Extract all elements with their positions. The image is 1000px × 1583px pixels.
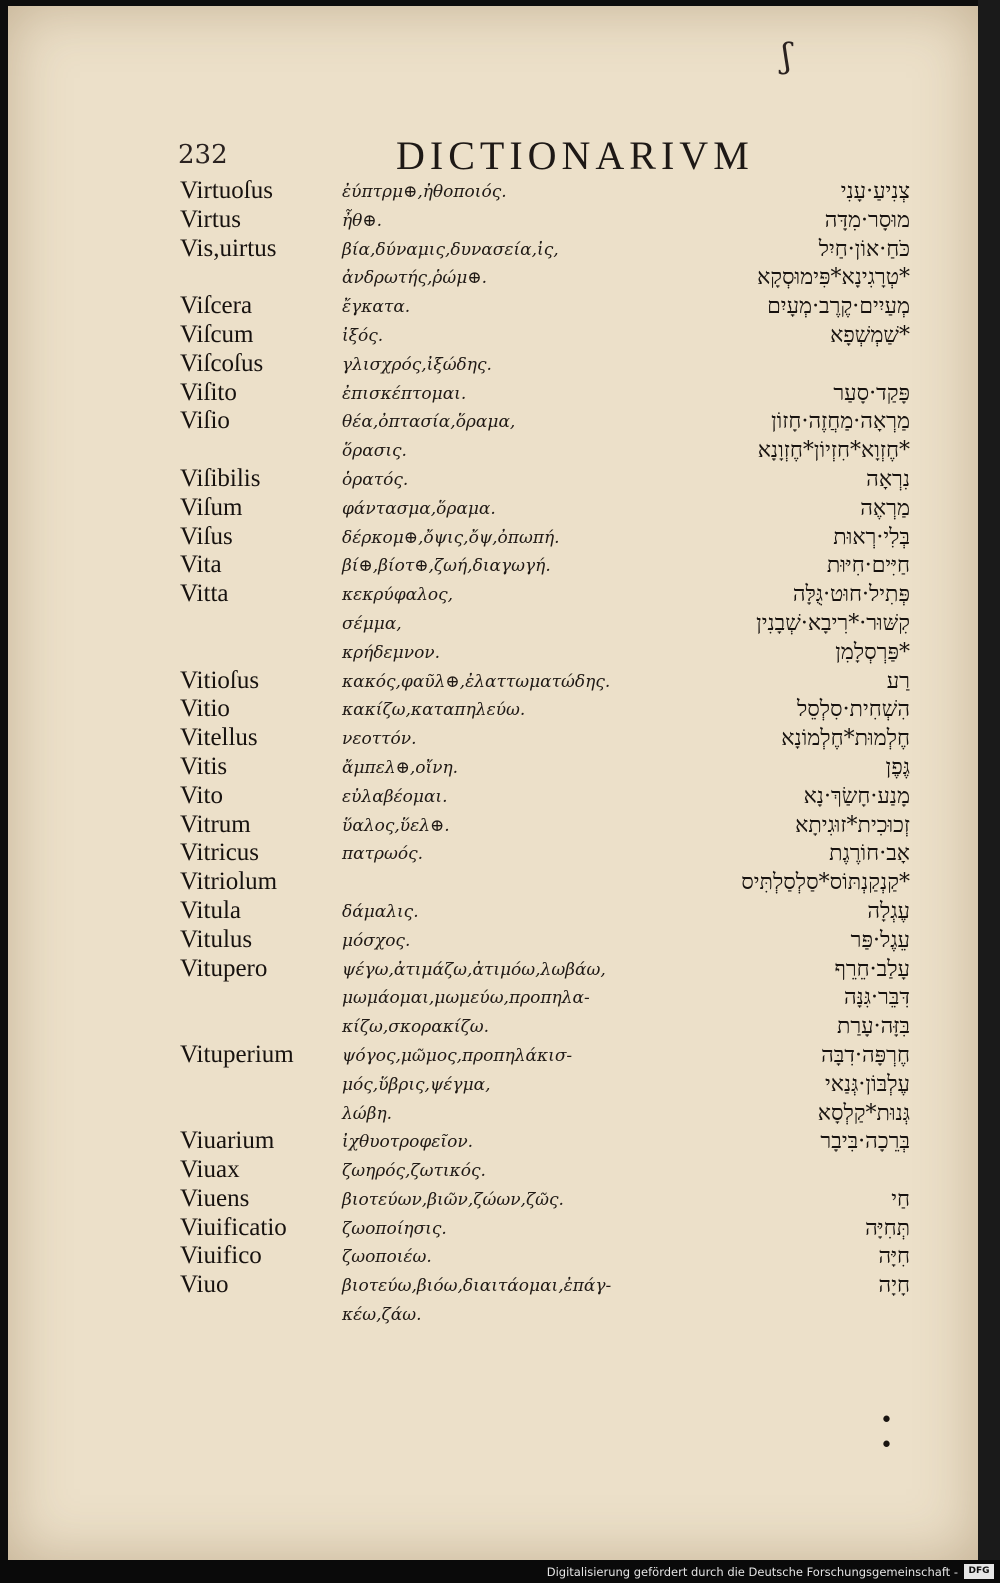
entry-row <box>0 1215 1000 1244</box>
latin-headword: Vita <box>180 551 222 579</box>
latin-headword: Viuax <box>180 1156 240 1184</box>
hebrew-gloss: חֶרְפָּה·דִבָּה <box>821 1042 910 1068</box>
entry-row <box>0 178 1000 207</box>
latin-headword: Vituperium <box>180 1040 294 1068</box>
hebrew-gloss: בִּזָּה·עָרַת <box>836 1014 910 1040</box>
hebrew-gloss: בְּרֵכָה·בִּיבָר <box>820 1129 910 1155</box>
hebrew-gloss: עֶלְבּוֹן·גְּנַאי <box>825 1071 910 1097</box>
latin-headword: Vis,uirtus <box>180 234 277 262</box>
page-header: DICTIONARIVM <box>396 133 754 178</box>
entry-row <box>0 264 1000 293</box>
latin-headword: Viſito <box>180 378 237 406</box>
entry-row <box>0 322 1000 351</box>
latin-headword: Viſum <box>180 493 243 521</box>
greek-gloss: ἐύπτρμ⊕,ἠθοποιός. <box>342 182 507 202</box>
dictionary-entries <box>0 178 1000 1330</box>
entry-row <box>0 754 1000 783</box>
end-marks: • • <box>880 1408 963 1458</box>
hebrew-gloss: פְּתִיל·חוּט·גֻּלָּה <box>792 582 910 608</box>
hebrew-gloss: עָלַב·חֵרֵף <box>834 956 910 982</box>
greek-gloss: ἔγκατα. <box>342 297 411 318</box>
hebrew-gloss: תְּחִיָּה <box>865 1215 910 1241</box>
entry-row <box>0 495 1000 524</box>
entry-row <box>0 1186 1000 1215</box>
greek-gloss: κεκρύφαλος, <box>342 585 454 606</box>
latin-headword: Vitioſus <box>180 666 260 694</box>
hebrew-gloss: חֶלְמוּת*חֶלְמוֹנָא <box>781 726 910 752</box>
entry-row <box>0 351 1000 380</box>
greek-gloss: μός,ὕβρις,ψέγμα, <box>342 1074 491 1095</box>
hebrew-gloss: חִיָּה <box>878 1244 910 1270</box>
greek-gloss: θέα,ὀπτασία,ὅραμα, <box>342 412 516 433</box>
entry-row <box>0 725 1000 754</box>
greek-gloss: δάμαλις. <box>342 901 419 922</box>
hebrew-gloss: זְכוּכִית*זוּגִיתָא <box>795 812 910 838</box>
greek-gloss: ἄμπελ⊕,οἴνη. <box>342 757 459 778</box>
hebrew-gloss: קִשּׁוּר·*רִיבָא·שְׁבָנִין <box>756 610 910 636</box>
greek-gloss: εὐλαβέομαι. <box>342 786 448 807</box>
entry-row <box>0 927 1000 956</box>
entry-row <box>0 1128 1000 1157</box>
greek-gloss: ἰξός. <box>342 325 384 346</box>
hebrew-gloss: חַיִּים·חִיּוּת <box>826 553 910 579</box>
hebrew-gloss: *טְרָגִינָא*פִּימוּסְקָא <box>757 265 910 291</box>
greek-gloss: ζωηρός,ζωτικός. <box>342 1161 486 1182</box>
latin-headword: Viſcera <box>180 292 253 320</box>
entry-row <box>0 984 1000 1013</box>
latin-headword: Vitula <box>180 896 241 924</box>
greek-gloss: κίζω,σκορακίζω. <box>342 1017 490 1038</box>
entry-row <box>0 812 1000 841</box>
entry-row <box>0 207 1000 236</box>
page-number: 232 <box>178 140 228 170</box>
greek-gloss: κακίζω,καταπηλεύω. <box>342 700 526 721</box>
latin-headword: Vitulus <box>180 925 253 953</box>
greek-gloss: φάντασμα,ὅραμα. <box>342 498 496 519</box>
hebrew-gloss: מַרְאָה·מַחֲזֶה·חָזוֹן <box>771 409 910 435</box>
greek-gloss: ἀνδρωτής,ῥώμ⊕. <box>342 268 487 289</box>
latin-headword: Vitrum <box>180 810 251 838</box>
greek-gloss: βία,δύναμις,δυνασεία,ἰς, <box>342 239 559 260</box>
greek-gloss: πατρωός. <box>342 844 424 865</box>
entry-row <box>0 408 1000 437</box>
hebrew-gloss: אָב·חוֹרֶגֶת <box>829 841 910 867</box>
corner-mark: ʃ <box>782 36 792 76</box>
hebrew-gloss: גֶּפֶן <box>885 754 910 780</box>
entry-row <box>0 1100 1000 1129</box>
hebrew-gloss: מַרְאֶה <box>860 495 910 521</box>
greek-gloss: λώβη. <box>342 1103 393 1124</box>
entry-row <box>0 380 1000 409</box>
entry-row <box>0 956 1000 985</box>
greek-gloss: ἦθ⊕. <box>342 210 383 231</box>
entry-row <box>0 1272 1000 1301</box>
hebrew-gloss: חָיָה <box>878 1273 910 1299</box>
hebrew-gloss: נִרְאָה <box>866 466 910 492</box>
greek-gloss: δέρκομ⊕,ὄψις,ὄψ,ὀπωπή. <box>342 527 560 548</box>
entry-row <box>0 236 1000 265</box>
entry-row <box>0 639 1000 668</box>
greek-gloss: νεοττόν. <box>342 729 417 750</box>
latin-headword: Virtuoſus <box>180 177 273 204</box>
hebrew-gloss: כֹּחַ·אוֹן·חַיִל <box>818 236 910 262</box>
latin-headword: Viuificatio <box>180 1213 287 1241</box>
hebrew-gloss: מָנַע·חָשַׂךְ·נָא <box>803 783 910 809</box>
greek-gloss: μόσχος. <box>342 930 411 951</box>
entry-row <box>0 293 1000 322</box>
latin-headword: Viuens <box>180 1184 250 1212</box>
greek-gloss: σέμμα, <box>342 613 402 634</box>
greek-gloss: κρήδεμνον. <box>342 642 441 663</box>
greek-gloss: βιοτεύων,βιῶν,ζώων,ζῶς. <box>342 1189 564 1210</box>
footer-credit: Digitalisierung gefördert durch die Deutsche Forschungsgemeinschaft - <box>546 1565 958 1579</box>
greek-gloss: ἐπισκέπτομαι. <box>342 383 467 404</box>
latin-headword: Viſus <box>180 522 233 550</box>
latin-headword: Viſio <box>180 407 230 435</box>
hebrew-gloss: רַע <box>886 668 910 694</box>
latin-headword: Viuarium <box>180 1127 275 1155</box>
latin-headword: Vito <box>180 781 223 809</box>
entry-row <box>0 610 1000 639</box>
hebrew-gloss: צְנִיעַ·עָנִי <box>840 179 910 204</box>
entry-row <box>0 1071 1000 1100</box>
hebrew-gloss: גְּנוּת*קַלְסָא <box>817 1100 910 1126</box>
hebrew-gloss: הִשְׁחִית·סִלְסֵל <box>796 697 910 723</box>
greek-gloss: βί⊕,βίοτ⊕,ζωή,διαγωγή. <box>342 556 551 577</box>
entry-row <box>0 1157 1000 1186</box>
greek-gloss: ψόγος,μῶμος,προπηλάκισ- <box>342 1045 573 1066</box>
entry-row <box>0 1013 1000 1042</box>
hebrew-gloss: *פַּרְסְלָמִן <box>835 639 910 665</box>
latin-headword: Viſcoſus <box>180 349 264 377</box>
entry-row <box>0 696 1000 725</box>
dfg-logo: DFG <box>964 1564 994 1579</box>
entry-row <box>0 783 1000 812</box>
entry-row <box>0 1042 1000 1071</box>
hebrew-gloss: מוּסָר·מִדָּה <box>824 207 910 233</box>
hebrew-gloss: פָּקַד·סָעַר <box>833 380 910 406</box>
entry-row <box>0 524 1000 553</box>
hebrew-gloss: חַי <box>891 1186 910 1212</box>
greek-gloss: ἰχθυοτροφεῖον. <box>342 1132 474 1153</box>
hebrew-gloss: *שַׁמְשְׁפָא <box>830 322 910 348</box>
latin-headword: Vitellus <box>180 724 258 752</box>
hebrew-gloss: דִּבֵּר·גִּנָּה <box>843 985 910 1011</box>
latin-headword: Vitis <box>180 752 228 780</box>
entry-row <box>0 668 1000 697</box>
greek-gloss: ὕαλος,ὕελ⊕. <box>342 815 450 836</box>
footer-bar <box>0 1560 1000 1583</box>
greek-gloss: κέω,ζάω. <box>342 1305 422 1326</box>
latin-headword: Virtus <box>180 205 241 233</box>
entry-row <box>0 898 1000 927</box>
hebrew-gloss: *חֶזְוָא*חִזְיוֹן*חֶזְוָנָא <box>757 438 910 464</box>
greek-gloss: κακός,φαῦλ⊕,ἐλαττωματώδης. <box>342 671 611 692</box>
entry-row <box>0 1301 1000 1330</box>
greek-gloss: ζωοποιέω. <box>342 1247 432 1268</box>
greek-gloss: βιοτεύω,βιόω,διαιτάομαι,ἐπάγ- <box>342 1276 612 1297</box>
hebrew-gloss: עֵגֶל·פַּר <box>850 927 910 953</box>
latin-headword: Viſibilis <box>180 464 261 492</box>
entry-row <box>0 1243 1000 1272</box>
hebrew-gloss: מְעַיִים·קֶרֶב·מְעָיִם <box>767 294 910 320</box>
entry-row <box>0 840 1000 869</box>
latin-headword: Viuifico <box>180 1242 262 1270</box>
greek-gloss: μωμάομαι,μωμεύω,προπηλα- <box>342 988 590 1009</box>
entry-row <box>0 869 1000 898</box>
latin-headword: Viſcum <box>180 320 254 348</box>
latin-headword: Vitio <box>180 695 230 723</box>
entry-row <box>0 437 1000 466</box>
entry-row <box>0 466 1000 495</box>
greek-gloss: ὅρασις. <box>342 441 407 462</box>
latin-headword: Viuo <box>180 1271 229 1299</box>
entry-row <box>0 581 1000 610</box>
greek-gloss: ὁρατός. <box>342 469 409 490</box>
greek-gloss: ψέγω,ἀτιμάζω,ἀτιμόω,λωβάω, <box>342 959 606 980</box>
hebrew-gloss: *קַנְקַנְתּוֹס*סַלְסַלְתִּיס <box>741 870 910 896</box>
greek-gloss: γλισχρός,ἰξώδης. <box>342 354 492 375</box>
greek-gloss: ζωοποίησις. <box>342 1218 447 1239</box>
hebrew-gloss: בְּלִי·רְאוּת <box>833 524 910 550</box>
latin-headword: Vitriolum <box>180 868 278 896</box>
entry-row <box>0 552 1000 581</box>
latin-headword: Vitta <box>180 580 229 608</box>
latin-headword: Vitricus <box>180 839 260 867</box>
hebrew-gloss: עֶגְלָה <box>867 898 910 924</box>
latin-headword: Vitupero <box>180 954 268 982</box>
